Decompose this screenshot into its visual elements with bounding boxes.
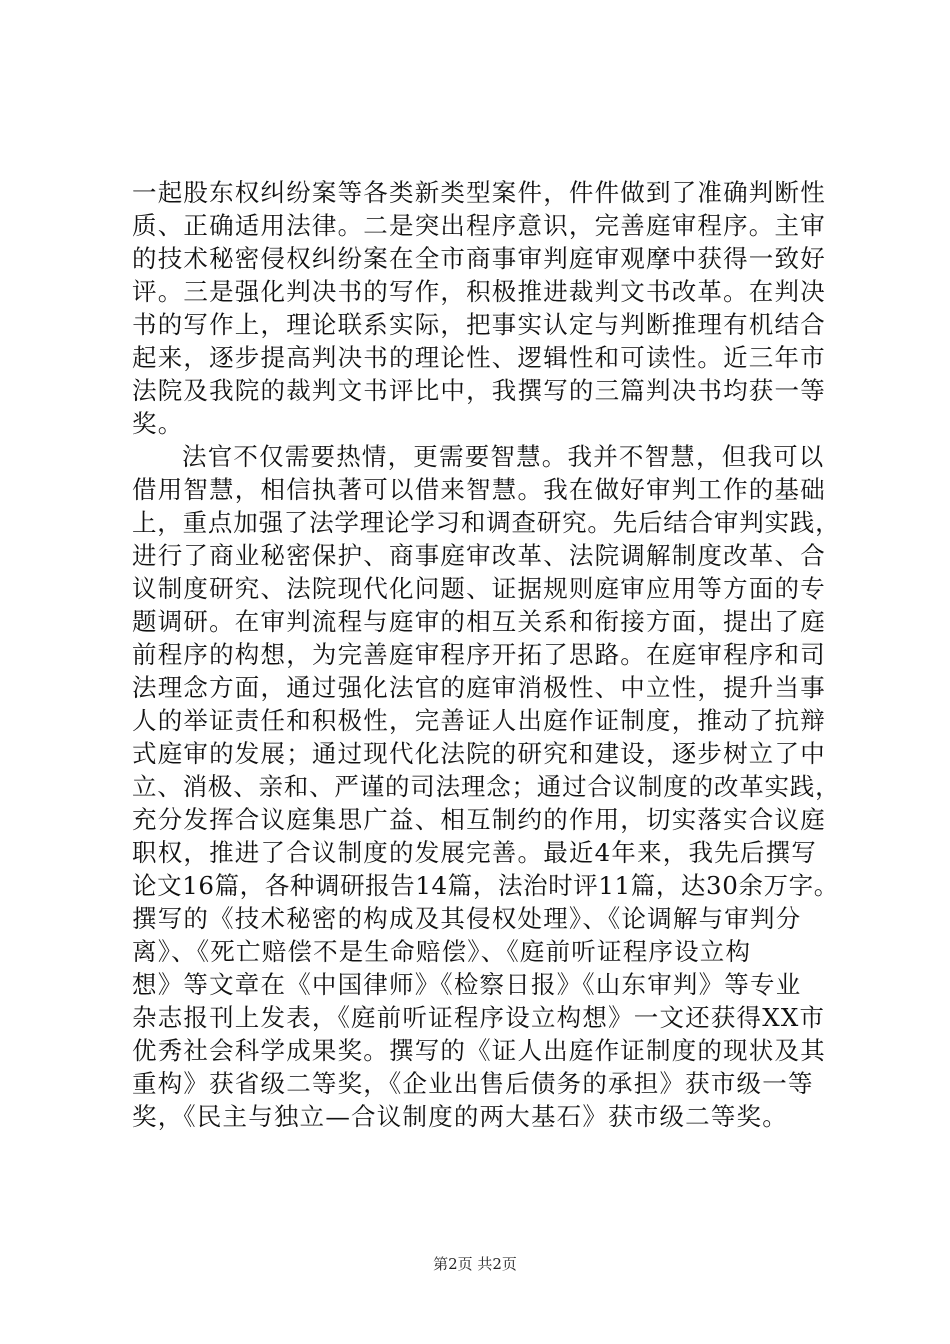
text-line: 前程序的构想，为完善庭审程序开拓了思路。在庭审程序和司: [132, 640, 826, 669]
text-line: 撰写的《技术秘密的构成及其侵权处理》、《论调解与审判分: [132, 904, 802, 933]
text-line: 式庭审的发展；通过现代化法院的研究和建设，逐步树立了中: [132, 739, 826, 768]
text-line: 职权，推进了合议制度的发展完善。最近4年来，我先后撰写: [132, 838, 817, 867]
page-number-footer: 第2页 共2页: [433, 1255, 517, 1273]
text-line: 一起股东权纠纷案等各类新类型案件，件件做到了准确判断性: [132, 178, 826, 207]
text-line: 优秀社会科学成果奖。撰写的《证人出庭作证制度的现状及其: [132, 1036, 826, 1065]
text-line: 评。三是强化判决书的写作，积极推进裁判文书改革。在判决: [132, 277, 826, 306]
text-line: 奖，《民主与独立—合议制度的两大基石》获市级二等奖。: [132, 1102, 788, 1131]
text-line: 借用智慧，相信执著可以借来智慧。我在做好审判工作的基础: [132, 475, 826, 504]
text-line: 起来，逐步提高判决书的理论性、逻辑性和可读性。近三年市: [132, 343, 826, 372]
text-line: 论文16篇，各种调研报告14篇，法治时评11篇，达30余万字。: [132, 871, 839, 900]
text-line: 题调研。在审判流程与庭审的相互关系和衔接方面，提出了庭: [132, 607, 826, 636]
text-line: 法理念方面，通过强化法官的庭审消极性、中立性，提升当事: [132, 673, 826, 702]
text-line: 上，重点加强了法学理论学习和调查研究。先后结合审判实践，: [132, 508, 841, 537]
text-line: 进行了商业秘密保护、商事庭审改革、法院调解制度改革、合: [132, 541, 826, 570]
text-line: 离》、《死亡赔偿不是生命赔偿》、《庭前听证程序设立构: [132, 937, 752, 966]
document-body: [132, 176, 842, 1133]
text-line: 书的写作上，理论联系实际，把事实认定与判断推理有机结合: [132, 310, 826, 339]
text-line: 质、正确适用法律。二是突出程序意识，完善庭审程序。主审: [132, 211, 826, 240]
text-line: 立、消极、亲和、严谨的司法理念；通过合议制度的改革实践，: [132, 772, 841, 801]
text-line: 人的举证责任和积极性，完善证人出庭作证制度，推动了抗辩: [132, 706, 826, 735]
text-line: 充分发挥合议庭集思广益、相互制约的作用，切实落实合议庭: [132, 805, 826, 834]
paragraph-first-line: 法官不仅需要热情，更需要智慧。我并不智慧，但我可以: [182, 442, 825, 471]
text-line: 想》等文章在《中国律师》《检察日报》《山东审判》等专业: [132, 970, 802, 999]
text-line: 法院及我院的裁判文书评比中，我撰写的三篇判决书均获一等: [132, 376, 826, 405]
text-line: 议制度研究、法院现代化问题、证据规则庭审应用等方面的专: [132, 574, 826, 603]
text-line: 重构》获省级二等奖，《企业出售后债务的承担》获市级一等: [132, 1069, 814, 1098]
text-line: 杂志报刊上发表，《庭前听证程序设立构想》一文还获得XX市: [132, 1003, 826, 1032]
text-line: 奖。: [132, 409, 184, 438]
text-line: 的技术秘密侵权纠纷案在全市商事审判庭审观摩中获得一致好: [132, 244, 826, 273]
